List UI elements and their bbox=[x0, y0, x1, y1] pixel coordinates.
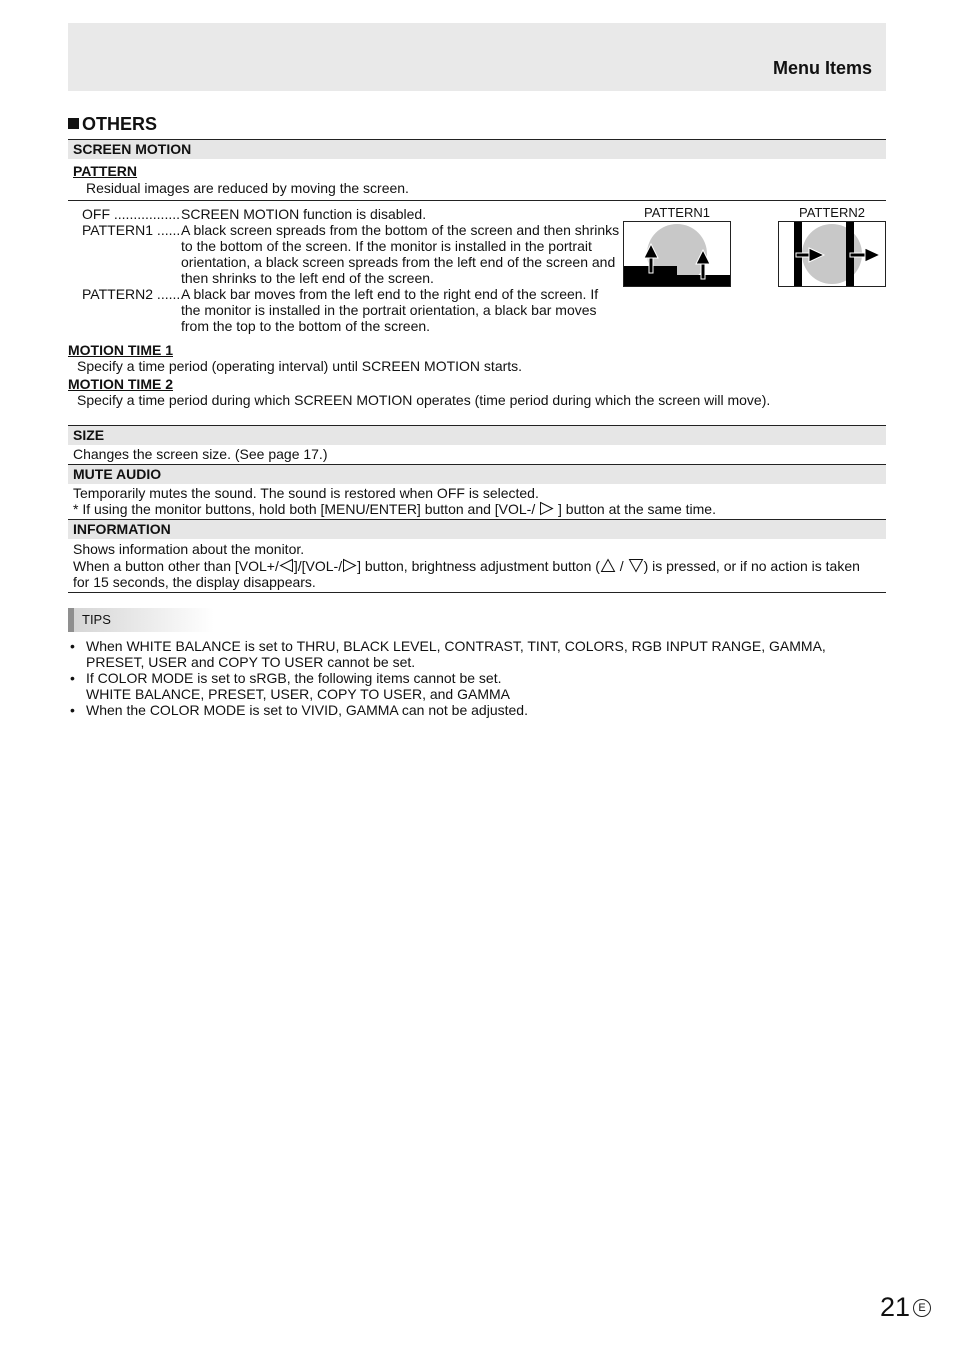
triangle-right-icon bbox=[539, 501, 554, 516]
triangle-left-icon bbox=[279, 558, 294, 573]
mute-audio-line2-part: * If using the monitor buttons, hold both [MENU/ENTER] button and [VOL-/ bbox=[73, 501, 536, 517]
tips-label: TIPS bbox=[82, 612, 111, 627]
tips-label-box bbox=[68, 608, 214, 632]
def-term-pattern2: PATTERN2 ...... bbox=[82, 286, 181, 302]
triangle-down-icon bbox=[628, 558, 644, 573]
language-mark: E bbox=[913, 1299, 931, 1317]
pattern-heading: PATTERN bbox=[73, 163, 138, 179]
def-term-pattern1: PATTERN1 ...... bbox=[82, 222, 181, 238]
header-title: Menu Items bbox=[772, 58, 872, 78]
information-line3: for 15 seconds, the display disappears. bbox=[73, 574, 316, 590]
motion-time-1-heading: MOTION TIME 1 bbox=[68, 342, 173, 358]
motion-time-1-description: Specify a time period (operating interval) until SCREEN MOTION starts. bbox=[77, 358, 523, 374]
def-desc-pattern2: A black bar moves from the left end to the right end of the screen. If the monitor is installed in the portrait orientation, a black bar moves from the top to the bottom of the screen. bbox=[181, 286, 599, 334]
bullet-icon: • bbox=[70, 638, 75, 654]
bullet-icon: • bbox=[70, 670, 75, 686]
mute-audio-line1: Temporarily mutes the sound. The sound is restored when OFF is selected. bbox=[73, 485, 539, 501]
information-bar: INFORMATION bbox=[68, 520, 886, 539]
information-line2-part: ) is pressed, or if no action is taken bbox=[643, 558, 860, 574]
divider bbox=[68, 200, 886, 201]
pattern2-figure-label: PATTERN2 bbox=[799, 205, 865, 220]
mute-audio-line2-part: ] button at the same time. bbox=[558, 501, 716, 517]
section-heading bbox=[68, 114, 157, 134]
square-bullet-icon bbox=[68, 118, 79, 129]
tip-item-1-line2: PRESET, USER and COPY TO USER cannot be set. bbox=[86, 654, 416, 670]
pattern1-illustration bbox=[623, 221, 731, 287]
pattern-description: Residual images are reduced by moving the screen. bbox=[86, 180, 409, 196]
motion-time-2-description: Specify a time period during which SCREEN MOTION operates (time period during which the screen will move). bbox=[77, 392, 771, 408]
section-title: OTHERS bbox=[82, 114, 158, 134]
def-desc-off: SCREEN MOTION function is disabled. bbox=[181, 206, 427, 222]
def-term-off: OFF ................. bbox=[82, 206, 181, 222]
information-line2-part: / bbox=[615, 558, 628, 574]
information-line2-part: ]/[VOL-/ bbox=[293, 558, 343, 574]
tip-item-2-line2: WHITE BALANCE, PRESET, USER, COPY TO USER, and GAMMA bbox=[86, 686, 510, 702]
tip-item-3-line1: When the COLOR MODE is set to VIVID, GAMMA can not be adjusted. bbox=[86, 702, 528, 718]
triangle-up-icon bbox=[600, 558, 616, 573]
triangle-right-icon bbox=[342, 558, 357, 573]
divider bbox=[68, 592, 886, 593]
def-desc-pattern1: A black screen spreads from the bottom of the screen and then shrinks to the bottom of the screen. If the monitor is installed in the portrait orientation, a black screen spreads from the left end of the screen and then shrinks to the left end of the screen. bbox=[181, 222, 620, 286]
size-description: Changes the screen size. (See page 17.) bbox=[73, 446, 328, 462]
motion-time-2-heading: MOTION TIME 2 bbox=[68, 376, 173, 392]
mute-audio-bar: MUTE AUDIO bbox=[68, 465, 886, 484]
tips-stripe bbox=[68, 608, 74, 632]
information-line2-part: ] button, brightness adjustment button ( bbox=[357, 558, 600, 574]
information-line1: Shows information about the monitor. bbox=[73, 541, 305, 557]
pattern1-figure-label: PATTERN1 bbox=[644, 205, 710, 220]
page-number: 21 bbox=[880, 1292, 911, 1322]
tip-item-2-line1: If COLOR MODE is set to sRGB, the following items cannot be set. bbox=[86, 670, 502, 686]
bullet-icon: • bbox=[70, 702, 75, 718]
information-line2 bbox=[73, 558, 860, 574]
size-bar: SIZE bbox=[68, 426, 886, 445]
pattern2-illustration bbox=[778, 221, 886, 287]
screen-motion-bar: SCREEN MOTION bbox=[68, 140, 886, 159]
tip-item-1-line1: When WHITE BALANCE is set to THRU, BLACK LEVEL, CONTRAST, TINT, COLORS, RGB INPUT RANGE, GAMMA, bbox=[86, 638, 826, 654]
page-header bbox=[68, 23, 886, 91]
mute-audio-line2 bbox=[73, 501, 716, 517]
information-line2-part: When a button other than [VOL+/ bbox=[73, 558, 279, 574]
